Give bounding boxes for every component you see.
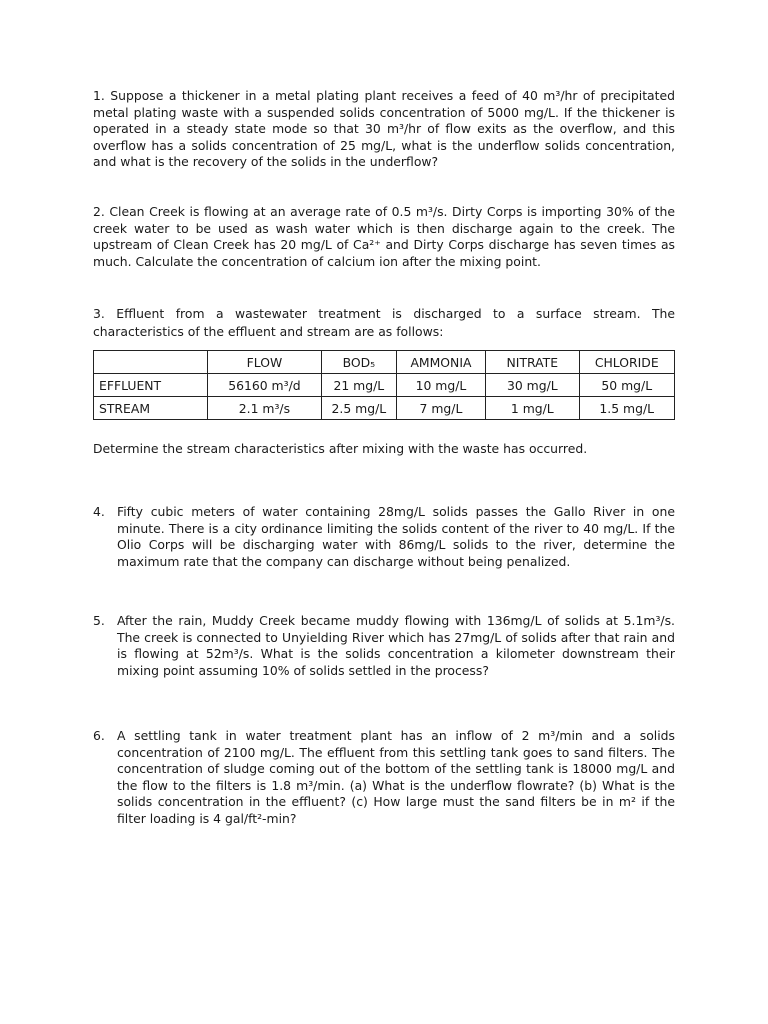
table-cell: 10 mg/L [396, 374, 485, 397]
problem-2: 2. Clean Creek is flowing at an average rate of 0.5 m³/s. Dirty Corps is importing 30% of the creek water to be used as wash water which is then discharge again to the creek. The upstream of Clean Creek has 20 mg/L of Ca²⁺ and Dirty Corps discharge has seven times as much. Calculate the concentration of calcium ion after the mixing point. [93, 204, 675, 269]
table-header-cell: BOD₅ [321, 351, 396, 374]
table-row [94, 397, 675, 420]
table-header-cell: FLOW [207, 351, 321, 374]
table-cell: 1.5 mg/L [579, 397, 675, 420]
problem-number: 6. [93, 728, 105, 743]
table-header-cell: AMMONIA [396, 351, 485, 374]
table-header-cell: CHLORIDE [579, 351, 675, 374]
problem-text: Fifty cubic meters of water containing 28mg/L solids passes the Gallo River in one minute. There is a city ordinance limiting the solids content of the river to 40 mg/L. If the Olio Corps will be discharging water with 86mg/L solids to the river, determine the maximum rate that the company can discharge without being penalized. [117, 504, 675, 569]
table-cell: 2.1 m³/s [207, 397, 321, 420]
table-cell: 21 mg/L [321, 374, 396, 397]
problem-4 [93, 504, 675, 570]
table-cell: STREAM [94, 397, 208, 420]
problem-5 [93, 613, 675, 679]
problem-number: 4. [93, 504, 105, 519]
characteristics-table [93, 350, 675, 420]
problem-text: A settling tank in water treatment plant has an inflow of 2 m³/min and a solids concentration of 2100 mg/L. The effluent from this settling tank goes to sand filters. The concentration of sludge coming out of the bottom of the settling tank is 18000 mg/L and the flow to the filters is 1.8 m³/min. (a) What is the underflow flowrate? (b) What is the solids concentration in the effluent? (c) How large must the sand filters be in m² if the filter loading is 4 gal/ft²-min? [117, 728, 675, 826]
table-header-row [94, 351, 675, 374]
table-cell: 30 mg/L [486, 374, 579, 397]
table-cell: 50 mg/L [579, 374, 675, 397]
table-cell: 7 mg/L [396, 397, 485, 420]
problem-number: 5. [93, 613, 105, 628]
problem-text: After the rain, Muddy Creek became muddy flowing with 136mg/L of solids at 5.1m³/s. The creek is connected to Unyielding River which has 27mg/L of solids after that rain and is flowing at 52m³/s. What is the solids concentration a kilometer downstream their mixing point assuming 10% of solids settled in the process? [117, 613, 675, 678]
table-cell: EFFLUENT [94, 374, 208, 397]
problem-1: 1. Suppose a thickener in a metal plating plant receives a feed of 40 m³/hr of precipitated metal plating waste with a suspended solids concentration of 5000 mg/L. If the thickener is operated in a steady state mode so that 30 m³/hr of flow exits as the overflow, and this overflow has a solids concentration of 25 mg/L, what is the underflow solids concentration, and what is the recovery of the solids in the underflow? [93, 88, 675, 170]
table-cell: 56160 m³/d [207, 374, 321, 397]
table-cell: 2.5 mg/L [321, 397, 396, 420]
table-header-cell [94, 351, 208, 374]
table-cell: 1 mg/L [486, 397, 579, 420]
problem-3-question: Determine the stream characteristics after mixing with the waste has occurred. [93, 441, 588, 456]
problem-6 [93, 728, 675, 828]
table-row [94, 374, 675, 397]
table-header-cell: NITRATE [486, 351, 579, 374]
problem-3-intro: 3. Effluent from a wastewater treatment is discharged to a surface stream. The characteristics of the effluent and stream are as follows: [93, 306, 675, 339]
